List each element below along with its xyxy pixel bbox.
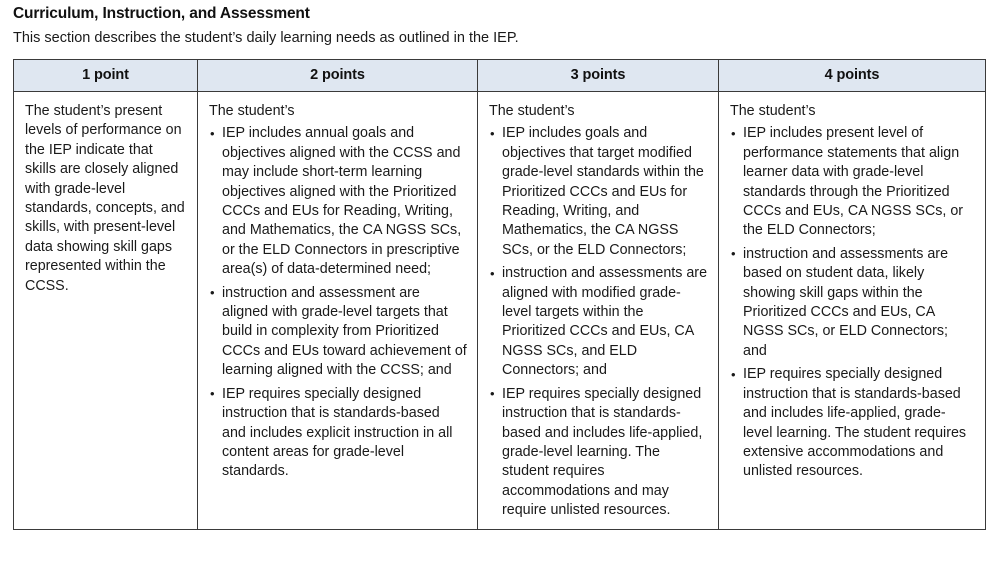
list-item: • IEP requires specially designed instruction that is standards-based and includes life-applied, grade-level learning. The student requires extensive accommodations and unlisted resources.: [730, 365, 975, 481]
column-header-3-points: 3 points: [478, 60, 719, 92]
criteria-lead-4-points: The student’s: [730, 103, 816, 119]
table-row: [14, 92, 986, 530]
list-item: • IEP requires specially designed instruction that is standards-based and includes life-applied, grade-level learning. The student requires accommodations and may require unlisted resources.: [489, 385, 708, 521]
cell-4-points: [719, 92, 986, 530]
list-item: • IEP includes goals and objectives that target modified grade-level standards within the Prioritized CCCs and EUs for Reading, Writing, and Mathematics, the CA NGSS SCs, or the ELD Connectors;: [489, 124, 708, 260]
list-item: • instruction and assessments are aligned with modified grade-level targets within the Prioritized CCCs and EUs, CA NGSS SCs, and ELD Connectors; and: [489, 264, 708, 380]
criteria-paragraph-1-point: The student’s present levels of performance on the IEP indicate that skills are closely aligned with grade-level standards, concepts, and skills, with present-level data showing skill gaps represented within the CCSS.: [25, 103, 185, 294]
scoring-rubric-table: [13, 59, 986, 530]
criteria-lead-2-points: The student’s: [209, 103, 295, 119]
column-header-4-points: 4 points: [719, 60, 986, 92]
table-body: [14, 92, 986, 530]
criteria-lead-3-points: The student’s: [489, 103, 575, 119]
cell-3-points: [478, 92, 719, 530]
list-item: • instruction and assessments are based on student data, likely showing skill gaps within the Prioritized CCCs and EUs, CA NGSS SCs, or ELD Connectors; and: [730, 245, 975, 361]
table-header: [14, 60, 986, 92]
column-header-2-points: 2 points: [198, 60, 478, 92]
section-description: This section describes the student’s daily learning needs as outlined in the IEP.: [13, 30, 519, 46]
criteria-list-3-points: [489, 124, 708, 520]
criteria-list-4-points: [730, 124, 975, 481]
cell-1-point: [14, 92, 198, 530]
criteria-list-2-points: [209, 124, 467, 481]
cell-2-points: [198, 92, 478, 530]
list-item: • IEP includes present level of performance statements that align learner data with grade-level standards through the Prioritized CCCs and EUs, CA NGSS SCs, or the ELD Connectors;: [730, 124, 975, 240]
list-item: • IEP includes annual goals and objectives aligned with the CCSS and may include short-term learning objectives aligned with the Prioritized CCCs and EUs for Reading, Writing, and Mathematics, the CA NGSS SCs, or the ELD Connectors in prescriptive area(s) of data-determined need;: [209, 124, 467, 279]
list-item: • instruction and assessment are aligned with grade-level targets that build in complexity from Prioritized CCCs and EUs toward achievement of learning aligned with the CCSS; and: [209, 284, 467, 381]
page-title: Curriculum, Instruction, and Assessment: [13, 5, 310, 22]
column-header-1-point: 1 point: [14, 60, 198, 92]
list-item: • IEP requires specially designed instruction that is standards-based and includes explicit instruction in all content areas for grade-level standards.: [209, 385, 467, 482]
table-header-row: [14, 60, 986, 92]
